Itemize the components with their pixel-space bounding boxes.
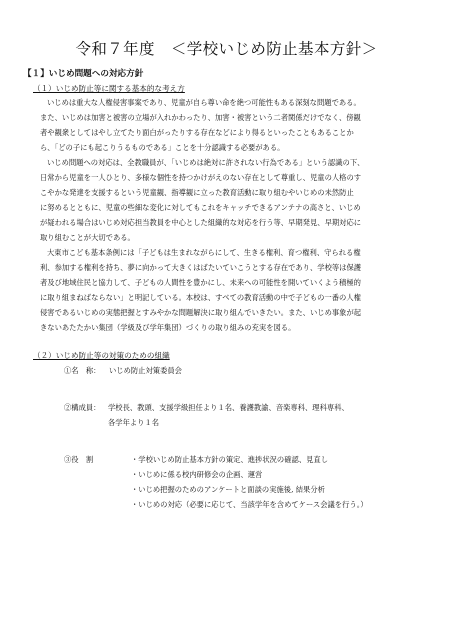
committee-name-value: いじめ防止対策委員会 — [109, 366, 182, 375]
paragraph-line: 大東市こども基本条例には「子どもは生まれながらにして、生きる権利、育つ権利、守られる権 — [47, 248, 361, 257]
committee-name-label: ①名 称： — [64, 366, 101, 375]
paragraph-line: いじめ問題への対応は、全教職員が、「いじめは絶対に許されない行為である」という認識の下、 — [47, 158, 365, 167]
paragraph-line: が疑われる場合はいじめ対応担当教員を中心とした組織的な対応を行う等、早期発見、早期対応に — [40, 218, 362, 227]
subsection-heading-organization: （２）いじめ防止等の対策のための組織 — [33, 351, 170, 360]
paragraph-line: 者や観衆としてはやし立てたり面白がったりする存在などにより得るといったこともあることか — [40, 128, 354, 137]
role-list-item: ・学校いじめ防止基本方針の策定、進捗状況の確認、見直し — [131, 455, 329, 464]
paragraph-line: 侵害であるいじめの実態把握とすみやかな問題解決に取り組んでいきたい。また、いじめ事象が起 — [40, 308, 362, 317]
role-list-item: ・いじめの対応（必要に応じて、当該学年を含めてケース会議を行う。） — [131, 500, 368, 509]
page-title: 令和７年度 ＜学校いじめ防止基本方針＞ — [75, 40, 378, 58]
committee-members-line2: 各学年より１名 — [108, 418, 160, 427]
committee-members-line1: 学校長、教頭、支援学級担任より１名、養護教諭、音楽専科、理科専科、 — [108, 403, 349, 412]
committee-role-label: ③役 割 — [64, 455, 94, 464]
paragraph-line: 取り組むことが大切である。 — [40, 233, 135, 242]
role-list-item: ・いじめに係る校内研修会の企画、運営 — [131, 470, 263, 479]
paragraph-line: ら、「どの子にも起こりうるものである」ことを十分認識する必要がある。 — [40, 143, 285, 152]
paragraph-line: 日常から児童を一人ひとり、多様な個性を持つかけがえのない存在として尊重し、児童の人格のす — [40, 173, 362, 182]
subsection-heading-basic-approach: （１）いじめ防止等に関する基本的な考え方 — [33, 84, 185, 93]
paragraph-line: に努めるとともに、児童の些細な変化に対してもこれをキャッチできるアンテナの高さと、いじめ — [40, 203, 361, 212]
paragraph-line: 利、参加する権利を持ち、夢に向かって大きくはばたいていこうとする存在であり、学校等は保護 — [40, 263, 362, 272]
paragraph-line: きないあたたかい集団（学級及び学年集団）づくりの取り組みの充実を図る。 — [40, 323, 296, 332]
paragraph-line: いじめは重大な人権侵害事案であり、児童が自ら尊い命を絶つ可能性もある深刻な問題である。 — [47, 98, 361, 107]
paragraph-line: また、いじめは加害と被害の立場が入れかわったり、加害・被害という二者関係だけでなく、傍観 — [40, 113, 361, 122]
section-heading: 【１】いじめ問題への対応方針 — [23, 69, 144, 79]
role-list-item: ・いじめ把握のためのアンケートと面談の実施後, 結果分析 — [131, 485, 325, 494]
paragraph-line: こやかな発達を支援するという児童観、指導観に立った教育活動に取り組むやいじめの未然防止 — [40, 188, 354, 197]
basic-approach-paragraph — [40, 95, 432, 335]
paragraph-line: に取り組まねばならない」と明記している。本校は、すべての教育活動の中で子どもの一番の人権 — [40, 293, 361, 302]
paragraph-line: 者及び地域住民と協力して、子どもの人間性を豊かにし、未来への可能性を開いていくよう積極的 — [40, 278, 361, 287]
committee-members-label: ②構成員： — [64, 403, 101, 412]
